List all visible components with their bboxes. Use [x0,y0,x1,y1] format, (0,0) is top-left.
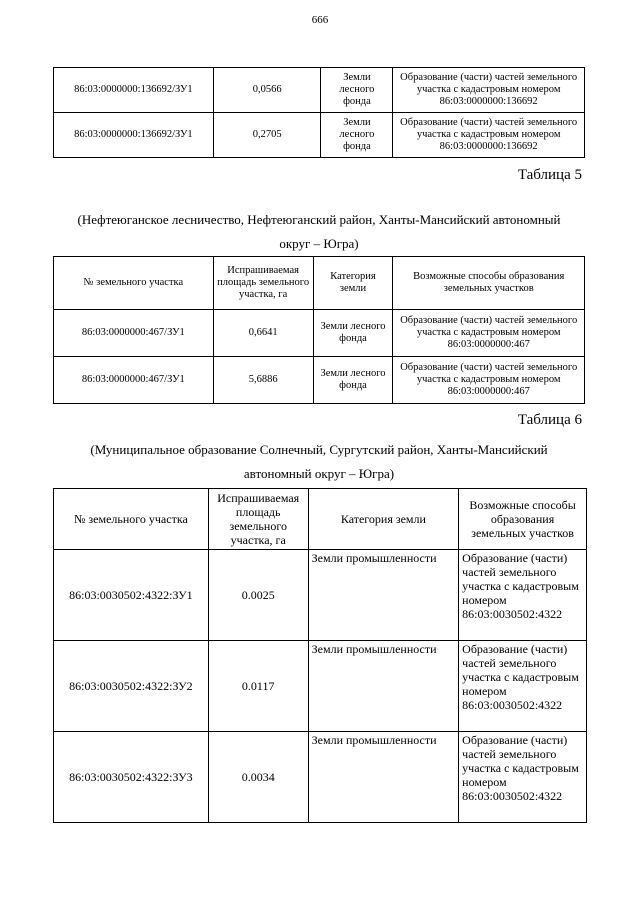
table-row [54,310,585,357]
plot-number: 86:03:0000000:467/ЗУ1 [54,310,214,357]
plot-area: 5,6886 [213,357,313,404]
table-row [54,68,585,113]
plot-area: 0,6641 [213,310,313,357]
formation-method: Образование (части) частей земельного участка с кадастровым номером 86:03:0000000:467 [393,310,585,357]
formation-method: Образование (части) частей земельного участка с кадастровым номером 86:03:0030502:4322 [459,732,587,823]
column-header: Категория земли [313,257,393,310]
table5-heading-line2: округ – Югра) [279,236,359,251]
column-header: Испрашиваемая площадь земельного участка, га [208,489,308,550]
land-category: Земли промышленности [308,550,459,641]
formation-method: Образование (части) частей земельного участка с кадастровым номером 86:03:0000000:136692 [393,113,585,158]
plot-area: 0.0117 [208,641,308,732]
table-header-row [54,257,585,310]
page-number: 666 [311,14,329,26]
table6-caption: Таблица 6 [517,412,582,428]
table6-heading-line1: (Муниципальное образование Солнечный, Сургутский район, Ханты-Мансийский [90,442,548,457]
plot-number: 86:03:0030502:4322:ЗУ1 [54,550,209,641]
plot-number: 86:03:0000000:136692/ЗУ1 [54,113,214,158]
table5-heading-line1: (Нефтеюганское лесничество, Нефтеюганский район, Ханты-Мансийский автономный [77,212,561,227]
plot-number: 86:03:0030502:4322:ЗУ3 [54,732,209,823]
formation-method: Образование (части) частей земельного участка с кадастровым номером 86:03:0030502:4322 [459,641,587,732]
table6 [53,488,587,823]
land-category: Земли промышленности [308,641,459,732]
plot-area: 0,2705 [213,113,321,158]
plot-area: 0.0034 [208,732,308,823]
column-header: № земельного участка [54,489,209,550]
column-header: Категория земли [308,489,459,550]
column-header: Возможные способы образования земельных участков [459,489,587,550]
formation-method: Образование (части) частей земельного участка с кадастровым номером 86:03:0000000:136692 [393,68,585,113]
table-header-row [54,489,587,550]
table6-heading [53,438,585,486]
column-header: № земельного участка [54,257,214,310]
table5-caption: Таблица 5 [517,167,582,183]
table5-heading [53,208,585,256]
table5 [53,256,585,404]
land-category: Земли лесного фонда [321,113,393,158]
column-header: Испрашиваемая площадь земельного участка, га [213,257,313,310]
plot-number: 86:03:0030502:4322:ЗУ2 [54,641,209,732]
table-row [54,550,587,641]
plot-area: 0,0566 [213,68,321,113]
formation-method: Образование (части) частей земельного участка с кадастровым номером 86:03:0030502:4322 [459,550,587,641]
formation-method: Образование (части) частей земельного участка с кадастровым номером 86:03:0000000:467 [393,357,585,404]
table-row [54,357,585,404]
land-category: Земли лесного фонда [313,310,393,357]
land-category: Земли лесного фонда [313,357,393,404]
plot-number: 86:03:0000000:136692/ЗУ1 [54,68,214,113]
table-row [54,113,585,158]
column-header: Возможные способы образования земельных участков [393,257,585,310]
table-row [54,732,587,823]
land-category: Земли промышленности [308,732,459,823]
plot-number: 86:03:0000000:467/ЗУ1 [54,357,214,404]
table-row [54,641,587,732]
table-continuation [53,67,585,158]
table6-heading-line2: автономный округ – Югра) [243,466,395,481]
land-category: Земли лесного фонда [321,68,393,113]
plot-area: 0.0025 [208,550,308,641]
